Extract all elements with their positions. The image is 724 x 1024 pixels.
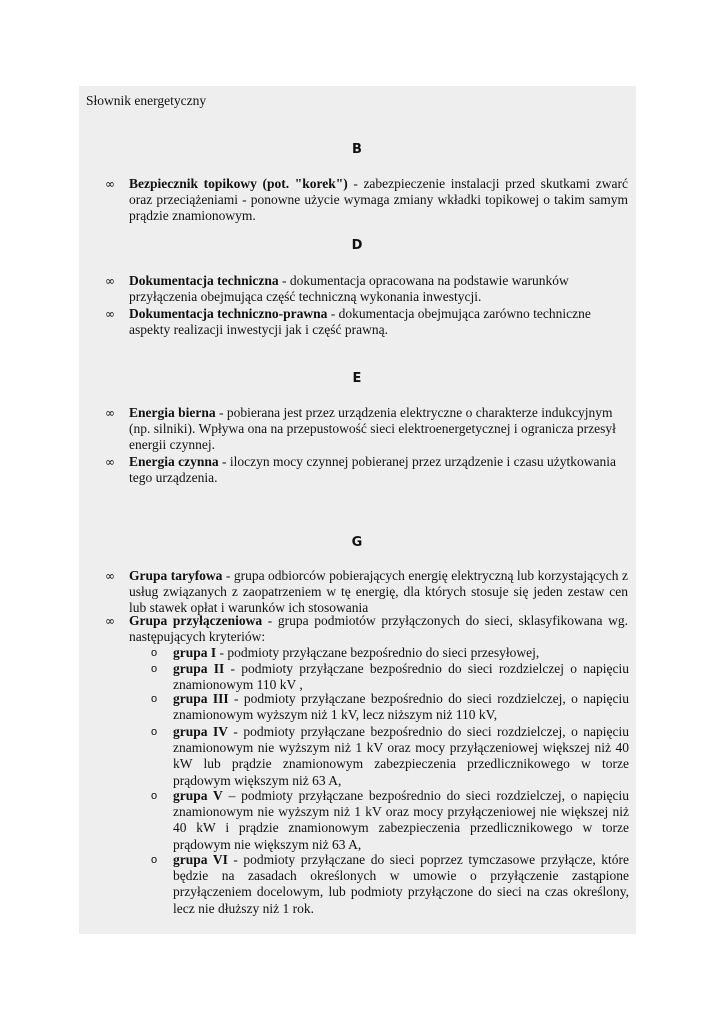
circle-bullet-icon: o [151, 790, 158, 802]
infinity-bullet-icon: ∞ [105, 569, 115, 583]
entry-definition: - iloczyn mocy czynnej pobieranej przez urządzenie i czasu użytkowania tego urządzenia. [129, 454, 616, 486]
subitem-definition: - podmioty przyłączane bezpośrednio do sieci rozdzielczej, o napięciu znamionowym wyższym niż 1 kV, lecz niższym niż 110 kV, [173, 691, 629, 723]
subitem-grupa-3 [151, 691, 629, 723]
circle-bullet-icon: o [151, 854, 158, 866]
entry-definition: - grupa odbiorców pobierających energię elektryczną lub korzystających z usług związanych z zaopatrzeniem w tę energię, dla których stosuje się jeden zestaw cen lub stawek opłat i warunków ich stosowania [129, 568, 628, 616]
entry-term: Energia bierna [129, 405, 216, 420]
subitem-term: grupa V [173, 788, 223, 803]
entry-definition: - zabezpieczenie instalacji przed skutkami zwarć oraz przeciążeniami - ponowne użycie wymaga zmiany wkładki topikowej o takim samym prądzie znamionowym. [129, 176, 629, 224]
infinity-bullet-icon: ∞ [105, 455, 115, 469]
subitem-term: grupa I [173, 645, 217, 660]
entry-energia-bierna [105, 405, 628, 454]
entry-definition: - grupa podmiotów przyłączonych do sieci, sklasyfikowana wg. następujących kryteriów: [129, 613, 628, 645]
entry-term: Bezpiecznik topikowy (pot. "korek") [129, 176, 348, 191]
infinity-bullet-icon: ∞ [105, 307, 115, 321]
entry-energia-czynna [105, 454, 628, 486]
entry-grupa-taryfowa [105, 568, 628, 617]
entry-term: Grupa taryfowa [129, 568, 223, 583]
entry-bezpiecznik-topikowy [105, 176, 629, 225]
entry-term: Dokumentacja techniczno-prawna [129, 306, 328, 321]
circle-bullet-icon: o [151, 647, 158, 659]
circle-bullet-icon: o [151, 693, 158, 705]
subitem-grupa-6 [151, 852, 629, 917]
subitem-definition: - podmioty przyłączane bezpośrednio do sieci rozdzielczej o napięciu znamionowym 110 kV , [173, 661, 630, 693]
infinity-bullet-icon: ∞ [105, 274, 115, 288]
entry-definition: - pobierana jest przez urządzenia elektryczne o charakterze indukcyjnym (np. silniki). Wpływa ona na przepustowość sieci elektroenergetycznej i ogranicza przesył energii czynnej. [129, 405, 616, 453]
subitem-term: grupa VI [173, 852, 228, 867]
circle-bullet-icon: o [151, 726, 158, 738]
subitem-definition: - podmioty przyłączane do sieci poprzez tymczasowe przyłącze, które będzie na zasadach określonych w umowie o przyłączenie zastąpione przyłączeniem docelowym, lub podmioty przyłączone do sieci na czas określony, lecz nie dłuższy niż 1 rok. [173, 852, 629, 916]
subitem-definition: – podmioty przyłączane bezpośrednio do sieci rozdzielczej, o napięciu znamionowym nie wyższym niż 1 kV oraz mocy przyłączeniowej nie większej niż 40 kW i prądzie znamionowym zabezpieczenia przedlicznikowego w torze prądowym nie większym niż 63 A, [173, 788, 630, 852]
document-title: Słownik energetyczny [86, 93, 207, 108]
entry-dokumentacja-techniczna [105, 273, 628, 305]
entry-definition: - dokumentacja obejmująca zarówno techniczne aspekty realizacji inwestycji jak i część prawną. [129, 306, 591, 338]
entry-term: Dokumentacja techniczna [129, 273, 279, 288]
section-letter-d: D [351, 238, 363, 253]
subitem-grupa-2 [151, 661, 630, 693]
subitem-definition: - podmioty przyłączane bezpośrednio do sieci rozdzielczej, o napięciu znamionowym nie wyższym niż 1 kV oraz mocy przyłączeniowej większej niż 40 kW lub prądzie znamionowym zabezpieczenia przedlicznikowego w torze prądowym większym niż 63 A, [173, 724, 629, 788]
infinity-bullet-icon: ∞ [105, 614, 115, 628]
entry-term: Energia czynna [129, 454, 219, 469]
entry-definition: - dokumentacja opracowana na podstawie warunków przyłączenia obejmująca część techniczną wykonania inwestycji. [129, 273, 569, 305]
subitem-term: grupa IV [173, 724, 228, 739]
subitem-term: grupa III [173, 691, 229, 706]
entry-dokumentacja-techniczno-prawna [105, 306, 628, 338]
subitem-term: grupa II [173, 661, 225, 676]
subitem-grupa-5 [151, 788, 630, 853]
section-letter-b: B [352, 142, 362, 157]
entry-grupa-przylaczeniowa [105, 613, 628, 645]
section-letter-e: E [352, 371, 362, 386]
subitem-grupa-4 [151, 724, 629, 789]
subitem-grupa-1 [151, 645, 629, 661]
subitem-definition: - podmioty przyłączane bezpośrednio do sieci przesyłowej, [216, 645, 540, 660]
section-letter-g: G [351, 535, 363, 550]
infinity-bullet-icon: ∞ [105, 406, 115, 420]
entry-term: Grupa przyłączeniowa [129, 613, 263, 628]
infinity-bullet-icon: ∞ [105, 177, 115, 191]
circle-bullet-icon: o [151, 663, 158, 675]
